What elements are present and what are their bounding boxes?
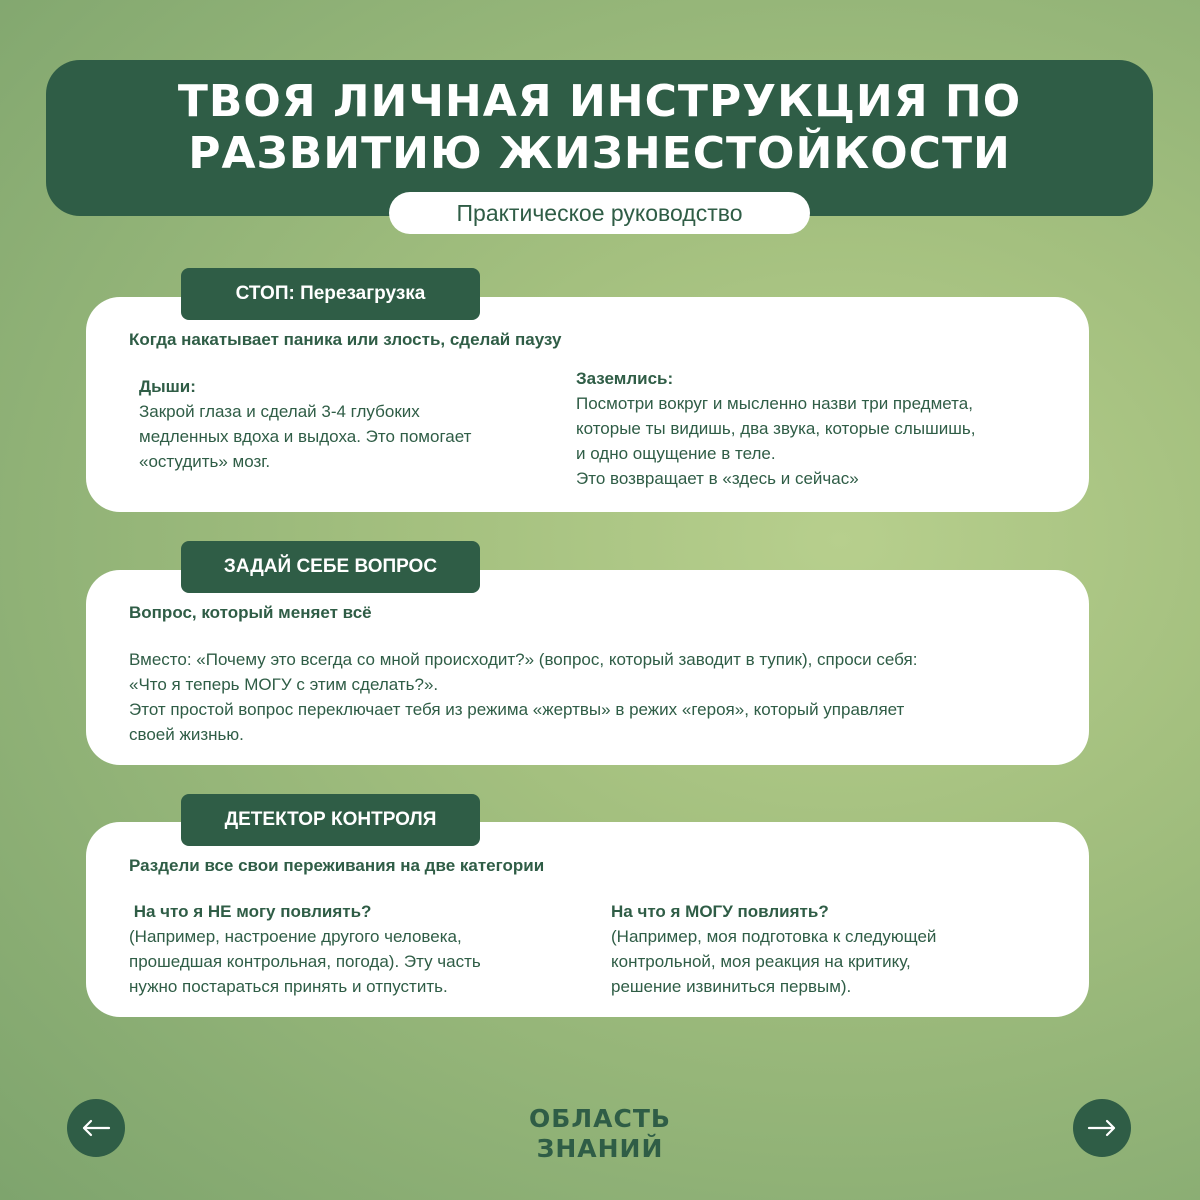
can-control-text-line: контрольной, моя реакция на критику, (611, 952, 911, 971)
breathe-block (139, 374, 471, 474)
can-control-text-line: (Например, моя подготовка к следующей (611, 927, 937, 946)
cannot-control-heading: На что я НЕ могу повлиять? (129, 902, 372, 921)
ground-heading: Заземлись: (576, 369, 674, 388)
cannot-control-text-line: прошедшая контрольная, погода). Эту часть (129, 952, 481, 971)
breathe-heading: Дыши: (139, 377, 196, 396)
can-control-heading: На что я МОГУ повлиять? (611, 902, 829, 921)
breathe-text-line: Закрой глаза и сделай 3-4 глубоких (139, 402, 420, 421)
logo-line-2: ЗНАНИЙ (536, 1134, 664, 1163)
ground-text-line: Это возвращает в «здесь и сейчас» (576, 469, 859, 488)
arrow-left-icon (81, 1118, 111, 1138)
section-tag-stop: СТОП: Перезагрузка (181, 268, 480, 320)
cannot-control-text-line: (Например, настроение другого человека, (129, 927, 462, 946)
page-title-line-1: ТВОЯ ЛИЧНАЯ ИНСТРУКЦИЯ ПО (177, 76, 1022, 127)
next-button[interactable] (1073, 1099, 1131, 1157)
ground-block (576, 366, 975, 491)
section-tag-control: ДЕТЕКТОР КОНТРОЛЯ (181, 794, 480, 846)
question-text-line: Вместо: «Почему это всегда со мной происходит?» (вопрос, который заводит в тупик), спроси себя: (129, 650, 918, 669)
ground-text-line: и одно ощущение в теле. (576, 444, 776, 463)
ground-text-line: которые ты видишь, два звука, которые слышишь, (576, 419, 976, 438)
page-title-line-2: РАЗВИТИЮ ЖИЗНЕСТОЙКОСТИ (188, 128, 1011, 179)
arrow-right-icon (1087, 1118, 1117, 1138)
section-lead-control: Раздели все свои переживания на две категории (129, 856, 545, 875)
breathe-text-line: «остудить» мозг. (139, 452, 271, 471)
question-text-line: Этот простой вопрос переключает тебя из режима «жертвы» в режих «героя», который управляет (129, 700, 905, 719)
brand-logo (500, 1104, 700, 1164)
section-tag-question: ЗАДАЙ СЕБЕ ВОПРОС (181, 541, 480, 593)
cannot-control-block (129, 899, 481, 999)
ground-text-line: Посмотри вокруг и мысленно назви три предмета, (576, 394, 973, 413)
prev-button[interactable] (67, 1099, 125, 1157)
breathe-text-line: медленных вдоха и выдоха. Это помогает (139, 427, 472, 446)
section-lead-stop: Когда накатывает паника или злость, сделай паузу (129, 330, 562, 349)
question-text-line: своей жизнью. (129, 725, 244, 744)
subtitle-badge: Практическое руководство (389, 192, 810, 234)
section-lead-question: Вопрос, который меняет всё (129, 603, 372, 622)
logo-line-1: ОБЛАСТЬ (529, 1104, 671, 1133)
question-body (129, 647, 917, 747)
can-control-text-line: решение извиниться первым). (611, 977, 852, 996)
cannot-control-text-line: нужно постараться принять и отпустить. (129, 977, 448, 996)
can-control-block (611, 899, 936, 999)
question-text-line: «Что я теперь МОГУ с этим сделать?». (129, 675, 439, 694)
